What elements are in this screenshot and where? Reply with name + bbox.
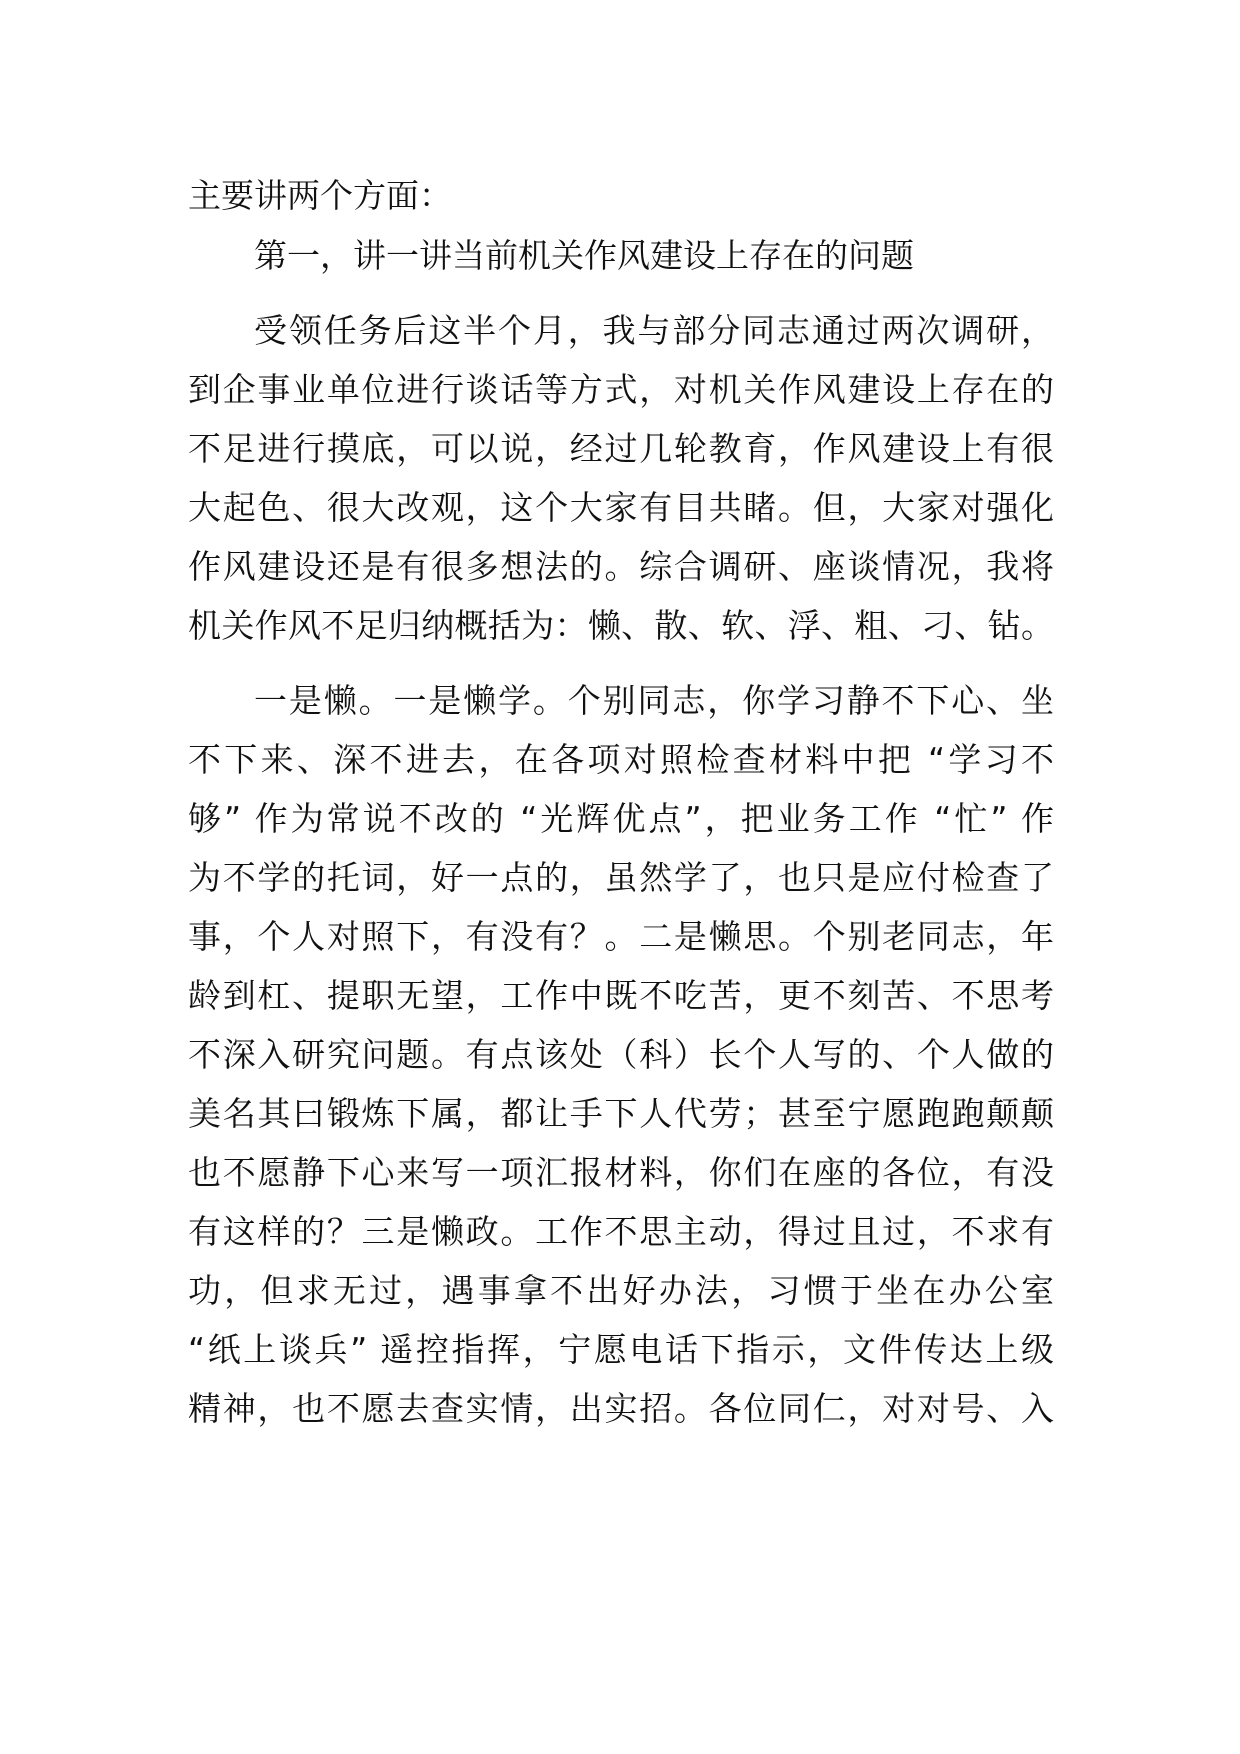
- text-line: 机关作风不足归纳概括为：懒、散、软、浮、粗、刁、钻。: [188, 606, 1054, 645]
- text-line: 主要讲两个方面：: [188, 176, 452, 215]
- text-line: “纸上谈兵” 遥控指挥，宁愿电话下指示，文件传达上级: [188, 1330, 1054, 1369]
- text-line: 功，但求无过，遇事拿不出好办法，习惯于坐在办公室: [188, 1271, 1054, 1310]
- text-line: 大起色、很大改观，这个大家有目共睹。但，大家对强化: [188, 488, 1054, 527]
- text-line: 也不愿静下心来写一项汇报材料，你们在座的各位，有没: [188, 1153, 1054, 1192]
- text-line: 不足进行摸底，可以说，经过几轮教育，作风建设上有很: [188, 429, 1054, 468]
- text-line: 不下来、深不进去，在各项对照检查材料中把 “学习不: [188, 740, 1054, 779]
- text-line: 精神，也不愿去查实情，出实招。各位同仁，对对号、入: [188, 1389, 1054, 1428]
- text-line: 不深入研究问题。有点该处（科）长个人写的、个人做的: [188, 1035, 1054, 1074]
- text-line: 到企事业单位进行谈话等方式，对机关作风建设上存在的: [188, 370, 1054, 409]
- section-heading: 第一，讲一讲当前机关作风建设上存在的问题: [254, 236, 914, 275]
- text-line: 有这样的？三是懒政。工作不思主动，得过且过，不求有: [188, 1212, 1054, 1251]
- text-line: 事，个人对照下，有没有？。二是懒思。个别老同志，年: [188, 917, 1054, 956]
- text-line: 受领任务后这半个月，我与部分同志通过两次调研，: [254, 311, 1054, 350]
- text-line: 作风建设还是有很多想法的。综合调研、座谈情况，我将: [188, 547, 1054, 586]
- text-line: 龄到杠、提职无望，工作中既不吃苦，更不刻苦、不思考: [188, 976, 1054, 1015]
- text-line: 美名其曰锻炼下属，都让手下人代劳；甚至宁愿跑跑颠颠: [188, 1094, 1054, 1133]
- text-line: 够” 作为常说不改的 “光辉优点”，把业务工作 “忙” 作: [188, 799, 1054, 838]
- text-line: 一是懒。一是懒学。个别同志，你学习静不下心、坐: [254, 681, 1054, 720]
- text-line: 为不学的托词，好一点的，虽然学了，也只是应付检查了: [188, 858, 1054, 897]
